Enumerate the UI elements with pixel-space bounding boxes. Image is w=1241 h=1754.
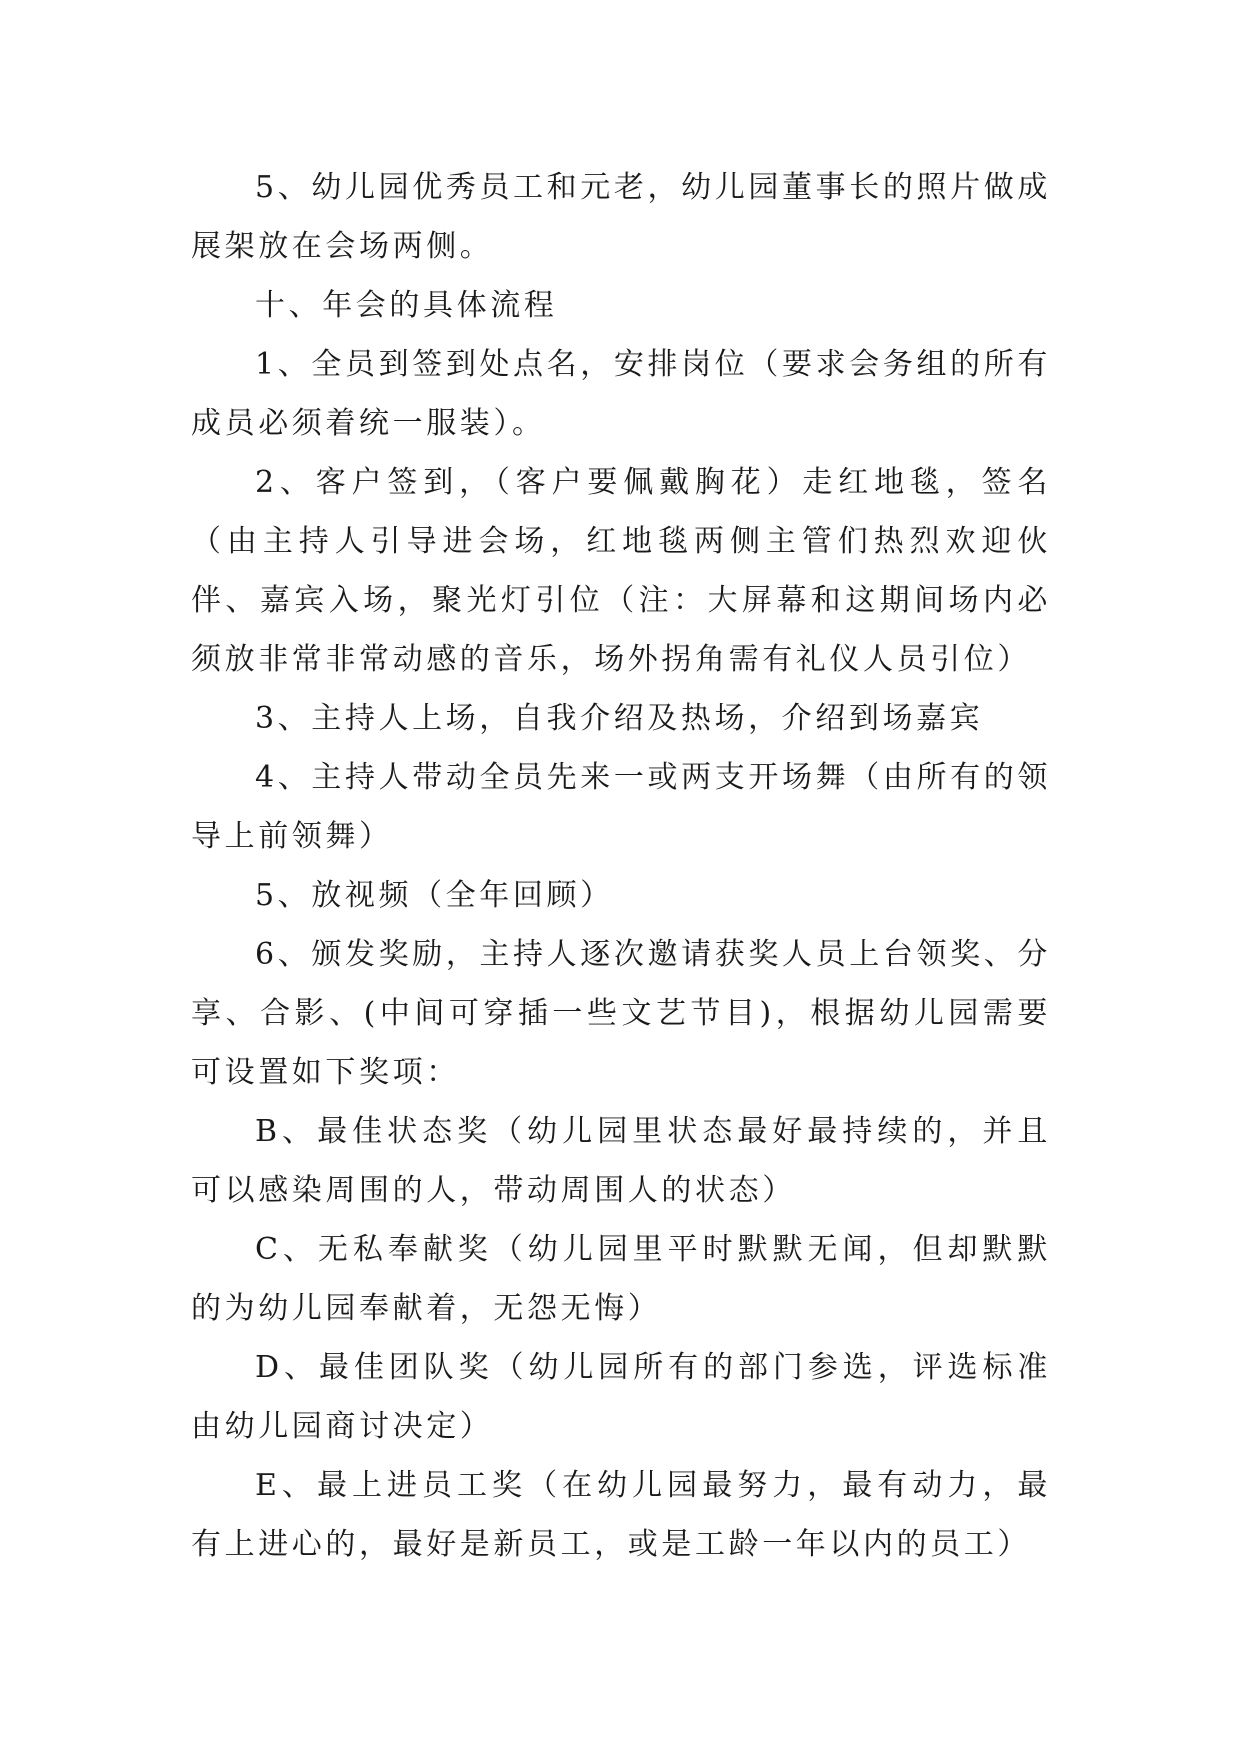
paragraph-step-1-checkin: 1、全员到签到处点名，安排岗位（要求会务组的所有成员必须着统一服装）。 xyxy=(191,347,1051,441)
paragraph-step-2-guest-signin: 2、客户签到，（客户要佩戴胸花）走红地毯，签名（由主持人引导进会场，红地毯两侧主管们热烈欢迎伙伴、嘉宾入场，聚光灯引位（注：大屏幕和这期间场内必须放非常非常动感的音乐，场外拐角需有礼仪人员引位） xyxy=(191,465,1051,677)
paragraph-award-d: D、最佳团队奖（幼儿园所有的部门参选，评选标准由幼儿园商讨决定） xyxy=(191,1350,1051,1444)
paragraph-award-b: B、最佳状态奖（幼儿园里状态最好最持续的，并且可以感染周围的人，带动周围人的状态） xyxy=(191,1114,1051,1208)
section-heading-annual-meeting-process: 十、年会的具体流程 xyxy=(255,288,558,323)
paragraph-award-e: E、最上进员工奖（在幼儿园最努力，最有动力，最有上进心的，最好是新员工，或是工龄一年以内的员工） xyxy=(191,1468,1051,1562)
paragraph-step-3-host: 3、主持人上场，自我介绍及热场，介绍到场嘉宾 xyxy=(255,701,984,736)
paragraph-step-5-video: 5、放视频（全年回顾） xyxy=(255,878,614,913)
document-body xyxy=(191,158,1051,1574)
paragraph-step-6-awards: 6、颁发奖励，主持人逐次邀请获奖人员上台领奖、分享、合影、(中间可穿插一些文艺节目)，根据幼儿园需要可设置如下奖项： xyxy=(191,937,1051,1090)
paragraph-display-boards: 5、幼儿园优秀员工和元老，幼儿园董事长的照片做成展架放在会场两侧。 xyxy=(191,170,1051,264)
paragraph-step-4-opening-dance: 4、主持人带动全员先来一或两支开场舞（由所有的领导上前领舞） xyxy=(191,760,1051,854)
paragraph-award-c: C、无私奉献奖（幼儿园里平时默默无闻，但却默默的为幼儿园奉献着，无怨无悔） xyxy=(191,1232,1051,1326)
